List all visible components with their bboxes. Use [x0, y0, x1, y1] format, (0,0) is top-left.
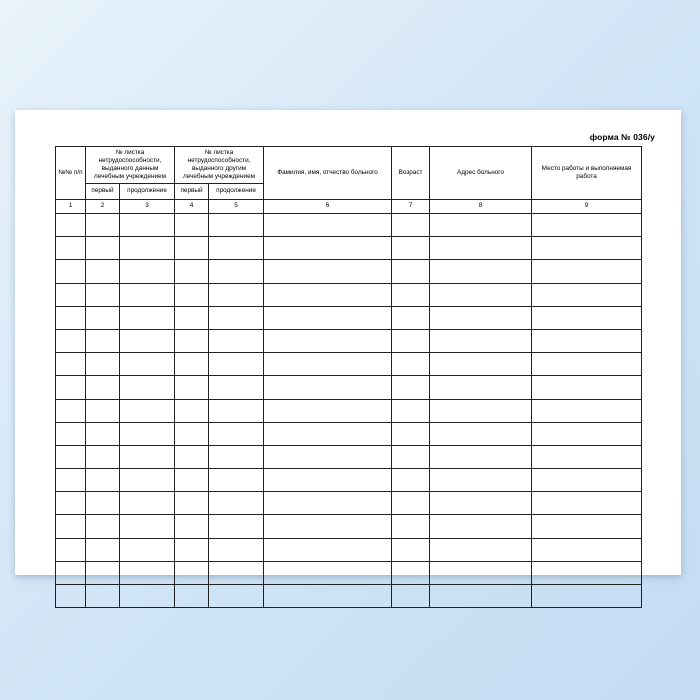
column-number-cell: 5 [209, 200, 264, 214]
column-number-cell: 6 [264, 200, 392, 214]
table-cell-empty[interactable] [175, 585, 209, 608]
table-cell-empty[interactable] [175, 399, 209, 422]
table-cell-empty[interactable] [264, 399, 392, 422]
table-row [56, 492, 642, 515]
table-cell-empty[interactable] [209, 561, 264, 584]
table-cell-empty[interactable] [209, 445, 264, 468]
table-head [56, 147, 642, 214]
table-cell-empty[interactable] [175, 422, 209, 445]
table-cell-empty[interactable] [264, 329, 392, 352]
table-cell-empty[interactable] [532, 492, 642, 515]
table-cell-empty[interactable] [392, 353, 430, 376]
table-cell-empty[interactable] [56, 260, 86, 283]
table-row [56, 561, 642, 584]
table-cell-empty[interactable] [430, 538, 532, 561]
table-body [56, 214, 642, 608]
table-cell-empty[interactable] [430, 237, 532, 260]
table-cell-empty[interactable] [209, 492, 264, 515]
table-cell-empty[interactable] [430, 469, 532, 492]
table-row [56, 399, 642, 422]
table-cell-empty[interactable] [392, 515, 430, 538]
table-cell-empty[interactable] [86, 445, 120, 468]
table-cell-empty[interactable] [209, 353, 264, 376]
table-cell-empty[interactable] [86, 469, 120, 492]
table-cell-empty[interactable] [264, 283, 392, 306]
table-cell-empty[interactable] [175, 538, 209, 561]
table-cell-empty[interactable] [430, 329, 532, 352]
table-cell-empty[interactable] [56, 422, 86, 445]
column-number-cell: 9 [532, 200, 642, 214]
table-cell-empty[interactable] [56, 283, 86, 306]
col-header-own-institution: № листка нетрудоспособности, выданного данным лечебным учреждением [86, 147, 175, 184]
table-cell-empty[interactable] [120, 445, 175, 468]
table-cell-empty[interactable] [532, 353, 642, 376]
col-header-workplace: Место работы и выполняемая работа [532, 147, 642, 200]
column-number-cell: 4 [175, 200, 209, 214]
table-cell-empty[interactable] [209, 469, 264, 492]
table-row [56, 283, 642, 306]
table-row [56, 422, 642, 445]
col-subheader-own-continuation: продолжение [120, 184, 175, 200]
table-cell-empty[interactable] [532, 561, 642, 584]
table-cell-empty[interactable] [120, 260, 175, 283]
table-cell-empty[interactable] [56, 353, 86, 376]
table-cell-empty[interactable] [430, 214, 532, 237]
table-cell-empty[interactable] [209, 376, 264, 399]
col-subheader-other-first: первый [175, 184, 209, 200]
table-row [56, 376, 642, 399]
table-cell-empty[interactable] [86, 306, 120, 329]
table-cell-empty[interactable] [264, 237, 392, 260]
table-cell-empty[interactable] [264, 422, 392, 445]
table-cell-empty[interactable] [209, 214, 264, 237]
table-cell-empty[interactable] [430, 585, 532, 608]
table-row [56, 445, 642, 468]
table-cell-empty[interactable] [56, 492, 86, 515]
table-cell-empty[interactable] [209, 515, 264, 538]
table-cell-empty[interactable] [56, 237, 86, 260]
table-cell-empty[interactable] [120, 399, 175, 422]
column-number-row [56, 200, 642, 214]
table-cell-empty[interactable] [86, 329, 120, 352]
table-cell-empty[interactable] [175, 306, 209, 329]
table-cell-empty[interactable] [120, 538, 175, 561]
table-cell-empty[interactable] [264, 585, 392, 608]
table-cell-empty[interactable] [392, 585, 430, 608]
table-cell-empty[interactable] [175, 237, 209, 260]
table-cell-empty[interactable] [86, 538, 120, 561]
table-cell-empty[interactable] [430, 260, 532, 283]
table-cell-empty[interactable] [392, 306, 430, 329]
table-cell-empty[interactable] [120, 353, 175, 376]
table-cell-empty[interactable] [532, 422, 642, 445]
table-cell-empty[interactable] [532, 260, 642, 283]
table-cell-empty[interactable] [175, 353, 209, 376]
table-cell-empty[interactable] [175, 469, 209, 492]
col-header-number: №№ п/п [56, 147, 86, 200]
table-cell-empty[interactable] [120, 469, 175, 492]
column-number-cell: 8 [430, 200, 532, 214]
table-cell-empty[interactable] [209, 306, 264, 329]
table-cell-empty[interactable] [120, 492, 175, 515]
table-cell-empty[interactable] [56, 214, 86, 237]
table-cell-empty[interactable] [86, 353, 120, 376]
col-header-age: Возраст [392, 147, 430, 200]
col-subheader-own-first: первый [86, 184, 120, 200]
table-cell-empty[interactable] [392, 399, 430, 422]
table-cell-empty[interactable] [120, 329, 175, 352]
table-cell-empty[interactable] [392, 214, 430, 237]
form-code-label: форма № 036/у [589, 132, 655, 142]
table-cell-empty[interactable] [56, 306, 86, 329]
table-cell-empty[interactable] [392, 538, 430, 561]
table-cell-empty[interactable] [264, 561, 392, 584]
table-cell-empty[interactable] [430, 283, 532, 306]
table-cell-empty[interactable] [392, 260, 430, 283]
table-cell-empty[interactable] [209, 585, 264, 608]
table-cell-empty[interactable] [120, 283, 175, 306]
table-cell-empty[interactable] [532, 214, 642, 237]
table-cell-empty[interactable] [532, 237, 642, 260]
table-cell-empty[interactable] [532, 376, 642, 399]
table-cell-empty[interactable] [120, 561, 175, 584]
table-cell-empty[interactable] [175, 214, 209, 237]
table-cell-empty[interactable] [392, 492, 430, 515]
table-cell-empty[interactable] [264, 260, 392, 283]
table-cell-empty[interactable] [86, 492, 120, 515]
table-cell-empty[interactable] [209, 399, 264, 422]
table-row [56, 237, 642, 260]
table-cell-empty[interactable] [209, 422, 264, 445]
table-cell-empty[interactable] [392, 283, 430, 306]
table-cell-empty[interactable] [175, 283, 209, 306]
table-cell-empty[interactable] [430, 515, 532, 538]
table-row [56, 306, 642, 329]
table-cell-empty[interactable] [56, 585, 86, 608]
table-row [56, 469, 642, 492]
table-cell-empty[interactable] [86, 260, 120, 283]
table-cell-empty[interactable] [392, 561, 430, 584]
table-cell-empty[interactable] [430, 492, 532, 515]
table-cell-empty[interactable] [86, 214, 120, 237]
table-cell-empty[interactable] [175, 492, 209, 515]
column-number-cell: 1 [56, 200, 86, 214]
registry-table [55, 146, 642, 608]
table-row [56, 260, 642, 283]
table-cell-empty[interactable] [264, 538, 392, 561]
table-cell-empty[interactable] [86, 399, 120, 422]
table-cell-empty[interactable] [430, 422, 532, 445]
table-cell-empty[interactable] [120, 214, 175, 237]
table-cell-empty[interactable] [56, 329, 86, 352]
table-cell-empty[interactable] [209, 538, 264, 561]
table-cell-empty[interactable] [532, 515, 642, 538]
table-cell-empty[interactable] [175, 515, 209, 538]
table-cell-empty[interactable] [209, 237, 264, 260]
table-cell-empty[interactable] [532, 329, 642, 352]
table-cell-empty[interactable] [175, 329, 209, 352]
table-cell-empty[interactable] [264, 306, 392, 329]
document-page [15, 110, 681, 575]
table-cell-empty[interactable] [392, 469, 430, 492]
table-cell-empty[interactable] [120, 306, 175, 329]
table-cell-empty[interactable] [392, 445, 430, 468]
table-cell-empty[interactable] [56, 445, 86, 468]
table-cell-empty[interactable] [120, 585, 175, 608]
table-cell-empty[interactable] [175, 561, 209, 584]
table-row [56, 538, 642, 561]
table-row [56, 353, 642, 376]
table-cell-empty[interactable] [264, 214, 392, 237]
table-cell-empty[interactable] [430, 306, 532, 329]
table-cell-empty[interactable] [392, 237, 430, 260]
table-cell-empty[interactable] [264, 492, 392, 515]
table-cell-empty[interactable] [86, 283, 120, 306]
table-cell-empty[interactable] [56, 376, 86, 399]
table-cell-empty[interactable] [264, 469, 392, 492]
table-cell-empty[interactable] [120, 422, 175, 445]
col-header-patient-name: Фамилия, имя, отчество больного [264, 147, 392, 200]
table-cell-empty[interactable] [532, 538, 642, 561]
table-cell-empty[interactable] [86, 422, 120, 445]
table-cell-empty[interactable] [430, 445, 532, 468]
table-cell-empty[interactable] [430, 561, 532, 584]
table-cell-empty[interactable] [56, 561, 86, 584]
table-cell-empty[interactable] [120, 237, 175, 260]
table-cell-empty[interactable] [264, 515, 392, 538]
table-cell-empty[interactable] [86, 376, 120, 399]
table-cell-empty[interactable] [209, 283, 264, 306]
table-cell-empty[interactable] [532, 445, 642, 468]
table-cell-empty[interactable] [175, 445, 209, 468]
table-row [56, 515, 642, 538]
table-cell-empty[interactable] [430, 399, 532, 422]
table-cell-empty[interactable] [430, 376, 532, 399]
column-number-cell: 2 [86, 200, 120, 214]
table-cell-empty[interactable] [86, 561, 120, 584]
table-cell-empty[interactable] [532, 306, 642, 329]
table-cell-empty[interactable] [56, 469, 86, 492]
table-cell-empty[interactable] [56, 538, 86, 561]
header-row-groups [56, 147, 642, 184]
table-cell-empty[interactable] [175, 260, 209, 283]
column-number-cell: 7 [392, 200, 430, 214]
table-cell-empty[interactable] [175, 376, 209, 399]
table-cell-empty[interactable] [209, 260, 264, 283]
table-cell-empty[interactable] [86, 237, 120, 260]
table-cell-empty[interactable] [392, 329, 430, 352]
table-cell-empty[interactable] [264, 376, 392, 399]
table-cell-empty[interactable] [264, 445, 392, 468]
table-cell-empty[interactable] [264, 353, 392, 376]
col-subheader-other-continuation: продолжение [209, 184, 264, 200]
table-cell-empty[interactable] [56, 399, 86, 422]
table-row [56, 329, 642, 352]
table-cell-empty[interactable] [86, 515, 120, 538]
table-cell-empty[interactable] [392, 422, 430, 445]
table-cell-empty[interactable] [430, 353, 532, 376]
table-cell-empty[interactable] [532, 585, 642, 608]
table-cell-empty[interactable] [120, 515, 175, 538]
table-cell-empty[interactable] [392, 376, 430, 399]
col-header-address: Адрес больного [430, 147, 532, 200]
table-cell-empty[interactable] [532, 283, 642, 306]
table-cell-empty[interactable] [209, 329, 264, 352]
col-header-other-institution: № листка нетрудоспособности, выданного другим лечебным учреждением [175, 147, 264, 184]
table-cell-empty[interactable] [120, 376, 175, 399]
table-cell-empty[interactable] [532, 399, 642, 422]
table-row [56, 585, 642, 608]
table-cell-empty[interactable] [56, 515, 86, 538]
table-row [56, 214, 642, 237]
table-cell-empty[interactable] [532, 469, 642, 492]
column-number-cell: 3 [120, 200, 175, 214]
table-cell-empty[interactable] [86, 585, 120, 608]
